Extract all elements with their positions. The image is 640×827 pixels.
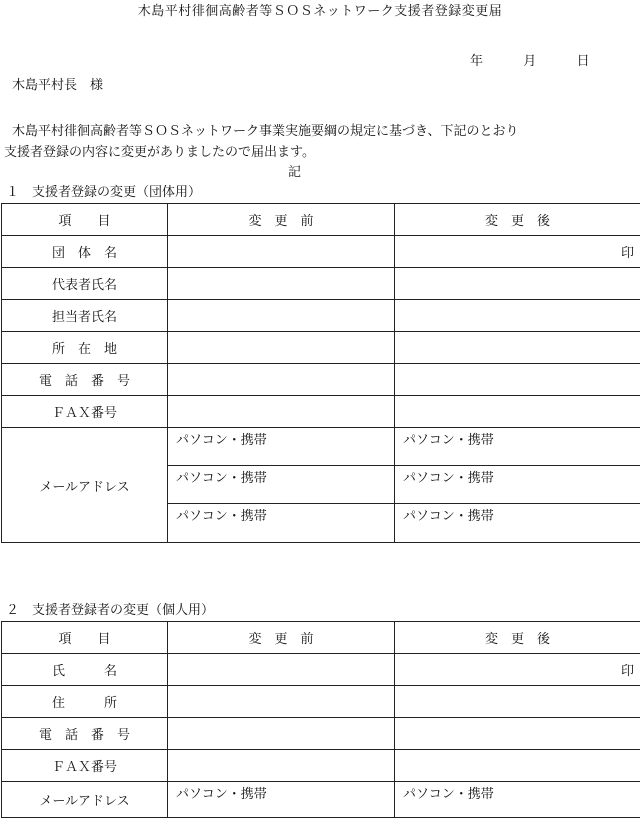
email-after-cell bbox=[395, 782, 640, 818]
representative-after-field[interactable] bbox=[395, 268, 640, 300]
table-row bbox=[2, 654, 640, 686]
email-type-label: パソコン・携帯 bbox=[403, 509, 494, 524]
email-type-label: パソコン・携帯 bbox=[403, 433, 494, 448]
email-type-label: パソコン・携帯 bbox=[176, 787, 267, 802]
email-type-label: パソコン・携帯 bbox=[176, 471, 267, 486]
section-2-title: ２ 支援者登録者の変更（個人用） bbox=[6, 603, 215, 618]
addressee: 木島平村長 様 bbox=[12, 78, 104, 93]
email-before-field-2[interactable] bbox=[168, 466, 394, 504]
row-label-address: 住 所 bbox=[2, 686, 168, 718]
contact-person-after-field[interactable] bbox=[395, 300, 640, 332]
name-before-field[interactable] bbox=[168, 654, 395, 686]
group-name-after-field[interactable] bbox=[395, 236, 640, 268]
table-header-row bbox=[2, 622, 640, 654]
email-after-field-3[interactable] bbox=[395, 504, 640, 542]
phone-after-field[interactable] bbox=[395, 718, 640, 750]
email-type-label: パソコン・携帯 bbox=[403, 787, 494, 802]
email-after-field-2[interactable] bbox=[395, 466, 640, 504]
date-day-label: 日 bbox=[576, 54, 590, 69]
seal-mark: 印 bbox=[620, 246, 634, 261]
row-label-email: メールアドレス bbox=[2, 782, 168, 818]
body-text-line-1: 木島平村徘徊高齢者等ＳＯＳネットワーク事業実施要綱の規定に基づき、下記のとおり bbox=[12, 124, 519, 139]
table-row bbox=[2, 364, 640, 396]
email-before-field-1[interactable] bbox=[168, 428, 394, 466]
table-row bbox=[2, 686, 640, 718]
email-type-label: パソコン・携帯 bbox=[176, 433, 267, 448]
address-after-field[interactable] bbox=[395, 332, 640, 364]
seal-mark: 印 bbox=[620, 664, 634, 679]
header-after: 変 更 後 bbox=[395, 204, 640, 236]
fax-before-field[interactable] bbox=[168, 750, 395, 782]
email-type-label: パソコン・携帯 bbox=[176, 509, 267, 524]
header-item: 項 目 bbox=[2, 204, 168, 236]
name-after-field[interactable] bbox=[395, 654, 640, 686]
page-title: 木島平村徘徊高齢者等ＳＯＳネットワーク支援者登録変更届 bbox=[137, 4, 503, 19]
row-label-fax: ＦＡＸ番号 bbox=[2, 750, 168, 782]
table-row bbox=[2, 332, 640, 364]
section-1-title: １ 支援者登録の変更（団体用） bbox=[6, 185, 202, 200]
row-label-email: メールアドレス bbox=[2, 428, 168, 543]
email-before-field-3[interactable] bbox=[168, 504, 394, 542]
group-change-table bbox=[1, 203, 640, 543]
email-after-field-1[interactable] bbox=[395, 782, 640, 817]
row-label-fax: ＦＡＸ番号 bbox=[2, 396, 168, 428]
ki-heading: 記 bbox=[288, 165, 302, 180]
body-text-line-2: 支援者登録の内容に変更がありましたので届出ます。 bbox=[4, 145, 315, 160]
row-label-address: 所 在 地 bbox=[2, 332, 168, 364]
address-after-field[interactable] bbox=[395, 686, 640, 718]
email-after-field-1[interactable] bbox=[395, 428, 640, 466]
phone-after-field[interactable] bbox=[395, 364, 640, 396]
table-row bbox=[2, 782, 640, 818]
email-after-cell bbox=[395, 428, 640, 543]
table-row bbox=[2, 750, 640, 782]
email-before-cell bbox=[168, 782, 395, 818]
row-label-group-name: 団 体 名 bbox=[2, 236, 168, 268]
email-before-cell bbox=[168, 428, 395, 543]
fax-after-field[interactable] bbox=[395, 396, 640, 428]
phone-before-field[interactable] bbox=[168, 364, 395, 396]
table-row bbox=[2, 268, 640, 300]
group-name-before-field[interactable] bbox=[168, 236, 395, 268]
header-before: 変 更 前 bbox=[168, 204, 395, 236]
table-row bbox=[2, 718, 640, 750]
row-label-name: 氏 名 bbox=[2, 654, 168, 686]
row-label-phone: 電 話 番 号 bbox=[2, 364, 168, 396]
fax-before-field[interactable] bbox=[168, 396, 395, 428]
header-item: 項 目 bbox=[2, 622, 168, 654]
table-header-row bbox=[2, 204, 640, 236]
email-before-field-1[interactable] bbox=[168, 782, 394, 817]
date-month-label: 月 bbox=[523, 54, 537, 69]
phone-before-field[interactable] bbox=[168, 718, 395, 750]
email-type-label: パソコン・携帯 bbox=[403, 471, 494, 486]
table-row bbox=[2, 236, 640, 268]
representative-before-field[interactable] bbox=[168, 268, 395, 300]
header-before: 変 更 前 bbox=[168, 622, 395, 654]
date-year-label: 年 bbox=[470, 54, 484, 69]
contact-person-before-field[interactable] bbox=[168, 300, 395, 332]
table-row bbox=[2, 396, 640, 428]
fax-after-field[interactable] bbox=[395, 750, 640, 782]
address-before-field[interactable] bbox=[168, 686, 395, 718]
individual-change-table bbox=[1, 621, 640, 818]
address-before-field[interactable] bbox=[168, 332, 395, 364]
row-label-phone: 電 話 番 号 bbox=[2, 718, 168, 750]
header-after: 変 更 後 bbox=[395, 622, 640, 654]
table-row bbox=[2, 300, 640, 332]
table-row bbox=[2, 428, 640, 543]
row-label-contact-person: 担当者氏名 bbox=[2, 300, 168, 332]
row-label-representative: 代表者氏名 bbox=[2, 268, 168, 300]
date-line bbox=[470, 50, 590, 69]
